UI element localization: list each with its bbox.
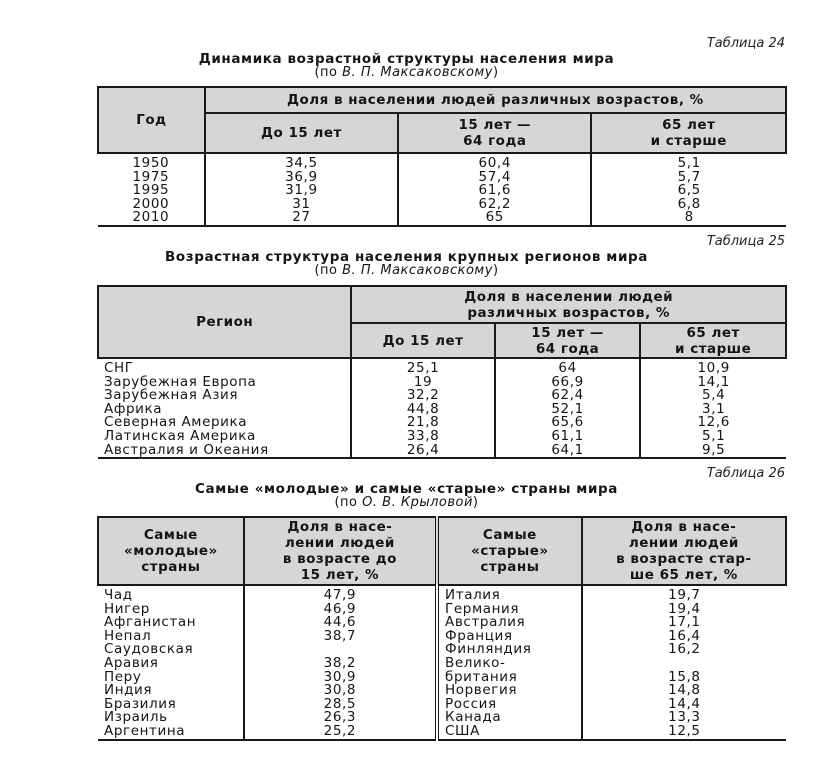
header-15-64: 15 лет — 64 года (495, 323, 641, 358)
table-cell: 9,5 (640, 444, 786, 459)
table-cell: 62,4 (495, 389, 641, 403)
table-24-label: Таблица 24 (706, 36, 785, 51)
table-cell: 38,2 (244, 657, 437, 671)
table-cell: Финляндия (437, 643, 582, 657)
table-cell: 27 (205, 211, 398, 226)
table-cell: 21,8 (351, 416, 495, 430)
table-cell: 6,5 (591, 184, 786, 198)
header-year: Год (98, 87, 205, 153)
header-under-15: До 15 лет (351, 323, 495, 358)
table-cell: Бразилия (104, 695, 177, 712)
table-cell: 19,4 (582, 603, 786, 617)
table-cell: 32,2 (351, 389, 495, 403)
table-row (98, 153, 786, 171)
table-26 (97, 516, 787, 741)
table-cell: 16,2 (582, 643, 786, 657)
table-cell: 46,9 (244, 603, 437, 617)
table-cell: 25,2 (244, 725, 437, 740)
table-cell: Латинская Америка (104, 427, 256, 444)
table-cell: 19,7 (582, 585, 786, 603)
table-cell: 52,1 (495, 403, 641, 417)
header-15-64: 15 лет — 64 года (398, 113, 591, 153)
header-young-countries: Самые «молодые» страны (98, 517, 244, 585)
table-cell: 64,1 (495, 444, 641, 459)
header-old-share: Доля в насе- лении людей в возрасте стар- ше 65 лет, % (582, 517, 786, 585)
header-under-15: До 15 лет (205, 113, 398, 153)
table-cell: 1950 (132, 155, 170, 171)
table-cell: 28,5 (244, 698, 437, 712)
table-cell: 6,8 (591, 198, 786, 212)
table-cell: Африка (104, 400, 163, 417)
table-cell: 65,6 (495, 416, 641, 430)
table-cell: 1995 (132, 182, 170, 199)
table-cell: 16,4 (582, 630, 786, 644)
table-row (98, 725, 786, 740)
table-cell: 38,7 (244, 630, 437, 644)
table-cell: 25,1 (351, 358, 495, 376)
table-cell: 2010 (98, 211, 205, 226)
header-old-countries: Самые «старые» страны (437, 517, 582, 585)
table-25 (97, 285, 787, 459)
table-cell: Аравия (104, 654, 159, 671)
table-cell: 8 (591, 211, 786, 226)
table-cell: 61,6 (398, 184, 591, 198)
table-cell: США (437, 725, 582, 740)
table-cell: 65 (398, 211, 591, 226)
table-row (98, 211, 786, 226)
table-cell: 5,4 (640, 389, 786, 403)
table-cell: британия (437, 671, 582, 685)
table-cell: Канада (437, 711, 582, 725)
header-share-group: Доля в населении людей различных возрастов, % (205, 87, 786, 113)
table-cell: Афганистан (104, 614, 197, 631)
table-cell: Австралия (437, 616, 582, 630)
table-cell: 5,1 (640, 430, 786, 444)
table-cell: 2000 (132, 195, 170, 212)
table-cell: 33,8 (351, 430, 495, 444)
table-cell: 57,4 (398, 171, 591, 185)
table-row (98, 585, 786, 603)
table-cell: 31,9 (205, 184, 398, 198)
table-cell: Аргентина (98, 725, 244, 740)
header-region: Регион (98, 286, 351, 358)
table-cell: Велико- (437, 657, 582, 671)
table-25-label: Таблица 25 (706, 234, 785, 249)
table-cell: Непал (104, 627, 152, 644)
table-cell: 44,6 (244, 616, 437, 630)
header-65-plus: 65 лет и старше (591, 113, 786, 153)
table-24-title: Динамика возрастной структуры населения мира (198, 51, 615, 67)
table-cell: 5,7 (591, 171, 786, 185)
header-share-group: Доля в населении людей различных возрастов, % (351, 286, 786, 323)
table-26-source: (по О. В. Крыловой) (334, 495, 479, 510)
table-cell: 60,4 (398, 153, 591, 171)
table-cell: 1975 (132, 168, 170, 185)
table-cell: 14,8 (582, 684, 786, 698)
table-cell: Зарубежная Азия (104, 387, 239, 404)
table-cell: 14,4 (582, 698, 786, 712)
table-cell: Италия (437, 585, 582, 603)
table-cell: 3,1 (640, 403, 786, 417)
table-cell: 34,5 (205, 153, 398, 171)
table-cell: Индия (104, 682, 153, 699)
table-24 (97, 86, 787, 227)
table-24-source: (по В. П. Максаковскому) (314, 65, 499, 80)
table-cell: 19 (351, 376, 495, 390)
header-65-plus: 65 лет и старше (640, 323, 786, 358)
table-cell: 14,1 (640, 376, 786, 390)
table-cell: 64 (495, 358, 641, 376)
table-cell: 44,8 (351, 403, 495, 417)
table-cell: 36,9 (205, 171, 398, 185)
table-cell: 12,5 (582, 725, 786, 740)
table-cell: Зарубежная Европа (104, 373, 257, 390)
table-row (98, 358, 786, 376)
table-cell: 26,4 (351, 444, 495, 459)
table-cell: Саудовская (104, 641, 194, 658)
table-cell: 13,3 (582, 711, 786, 725)
table-26-label: Таблица 26 (706, 466, 785, 481)
table-cell: 31 (205, 198, 398, 212)
table-cell: 30,8 (244, 684, 437, 698)
table-cell: Северная Америка (104, 414, 248, 431)
table-cell: Нигер (104, 600, 150, 617)
table-cell: 10,9 (640, 358, 786, 376)
table-row (98, 198, 786, 212)
table-cell: 12,6 (640, 416, 786, 430)
table-25-source: (по В. П. Максаковскому) (314, 263, 499, 278)
table-cell: 66,9 (495, 376, 641, 390)
table-cell: 17,1 (582, 616, 786, 630)
table-cell: 62,2 (398, 198, 591, 212)
table-cell: 5,1 (591, 153, 786, 171)
table-25-title: Возрастная структура населения крупных регионов мира (165, 249, 648, 265)
table-cell: Перу (104, 668, 142, 685)
table-row (98, 389, 786, 403)
table-cell: Франция (437, 630, 582, 644)
table-row (98, 643, 786, 657)
table-cell: 26,3 (244, 711, 437, 725)
table-cell: 15,8 (582, 671, 786, 685)
table-cell: Россия (437, 698, 582, 712)
header-young-share: Доля в насе- лении людей в возрасте до 15 лет, % (244, 517, 437, 585)
table-cell: 61,1 (495, 430, 641, 444)
table-cell: 30,9 (244, 671, 437, 685)
table-cell: Австралия и Океания (98, 444, 351, 459)
table-cell: Чад (104, 587, 133, 603)
table-cell: Норвегия (437, 684, 582, 698)
table-cell: СНГ (104, 360, 134, 376)
table-cell: Германия (437, 603, 582, 617)
table-cell: Израиль (104, 709, 168, 726)
table-26-title: Самые «молодые» и самые «старые» страны мира (195, 481, 618, 497)
table-row (98, 444, 786, 459)
table-cell: 47,9 (244, 585, 437, 603)
